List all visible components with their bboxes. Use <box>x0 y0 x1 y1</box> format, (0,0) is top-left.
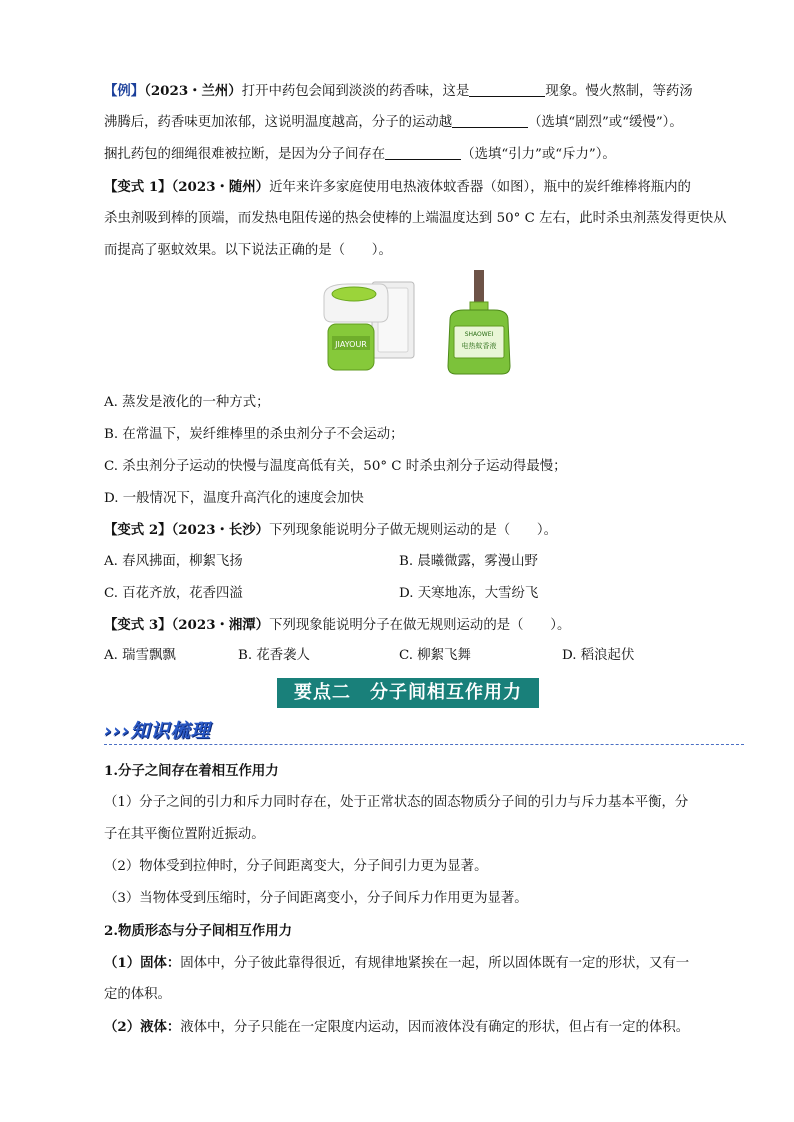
v1-option-b[interactable]: B. 在常温下，炭纤维棒里的杀虫剂分子不会运动； <box>104 427 404 442</box>
k2-liquid-text: 液体中，分子只能在一定限度内运动，因而液体没有确定的形状，但占有一定的体积。 <box>180 1020 690 1035</box>
v2-source: （2023・长沙） <box>171 522 270 538</box>
heater-plugged-figure <box>318 270 418 374</box>
k2-liquid-line <box>104 1018 689 1037</box>
example-line-3 <box>104 146 616 164</box>
v1-line-1 <box>104 178 691 197</box>
k1-p1-line-1: （1）分子之间的引力和斥力同时存在，处于正常状态的固态物质分子间的引力与斥力基本平衡，分 <box>104 795 689 810</box>
knowledge-banner: ›››知识梳理 <box>104 720 211 742</box>
k2-solid-line-1 <box>104 954 689 973</box>
v2-stem: 下列现象能说明分子做无规则运动的是（ ）。 <box>269 523 557 538</box>
k2-solid-text: 固体中，分子彼此靠得很近，有规律地紧挨在一起，所以固体既有一定的形状，又有一 <box>180 956 690 971</box>
bottle-label-top: SHAOWEI <box>464 331 494 338</box>
v1-source: （2023・随州） <box>171 179 270 195</box>
k1-title: 1.分子之间存在着相互作用力 <box>104 763 279 779</box>
example-text-1a: 打开中药包会闻到淡淡的药香味，这是 <box>241 84 470 99</box>
example-line-1 <box>104 82 693 101</box>
example-text-3b: （选填“引力”或“斥力”）。 <box>461 147 616 162</box>
v3-source: （2023・湘潭） <box>171 617 270 633</box>
example-text-3a: 捆扎药包的细绳很难被拉断，是因为分子间存在 <box>104 147 386 162</box>
k2-solid-label: （1）固体： <box>104 955 181 971</box>
example-tag: 【例】 <box>104 83 145 99</box>
v3-option-b[interactable]: B. 花香袭人 <box>238 648 310 663</box>
v1-line-3: 而提高了驱蚊效果。以下说法正确的是（ ）。 <box>104 243 392 258</box>
k1-p1-line-2: 子在其平衡位置附近振动。 <box>104 827 265 842</box>
k1-p2: （2）物体受到拉伸时，分子间距离变大，分子间引力更为显著。 <box>104 859 488 874</box>
v3-tag: 【变式 3】 <box>104 617 172 633</box>
v1-text-1: 近年来许多家庭使用电热液体蚊香器（如图），瓶中的炭纤维棒将瓶内的 <box>269 180 691 195</box>
example-text-1b: 现象。慢火熬制，等药汤 <box>545 84 693 99</box>
v1-tag: 【变式 1】 <box>104 179 172 195</box>
v1-option-c[interactable]: C. 杀虫剂分子运动的快慢与温度高低有关，50° C 时杀虫剂分子运动得最慢； <box>104 459 567 474</box>
v2-option-d[interactable]: D. 天寒地冻，大雪纷飞 <box>399 586 539 601</box>
v3-option-d[interactable]: D. 稻浪起伏 <box>562 648 635 663</box>
example-source: （2023・兰州） <box>144 83 242 99</box>
v3-option-a[interactable]: A. 瑞雪飘飘 <box>104 648 176 663</box>
bottle-label-mid: 电热蚊香液 <box>461 342 497 350</box>
answer-blank-1[interactable] <box>469 83 545 97</box>
banner-divider <box>104 744 744 745</box>
v1-option-a[interactable]: A. 蒸发是液化的一种方式； <box>104 395 270 410</box>
bottle-with-rod-figure <box>440 268 520 378</box>
bottle-label-left: JIAYOUR <box>335 340 367 349</box>
k2-solid-line-2: 定的体积。 <box>104 987 171 1002</box>
v3-option-c[interactable]: C. 柳絮飞舞 <box>399 648 471 663</box>
k2-title: 2.物质形态与分子间相互作用力 <box>104 923 293 939</box>
v2-option-c[interactable]: C. 百花齐放，花香四溢 <box>104 586 243 601</box>
answer-blank-3[interactable] <box>385 146 461 160</box>
v3-stem-line <box>104 616 570 635</box>
carbon-fiber-rod-shape <box>474 270 484 306</box>
v2-tag: 【变式 2】 <box>104 522 172 538</box>
k2-liquid-label: （2）液体： <box>104 1019 181 1035</box>
example-text-2a: 沸腾后，药香味更加浓郁，这说明温度越高，分子的运动越 <box>104 115 453 130</box>
answer-blank-2[interactable] <box>452 114 528 128</box>
v2-option-a[interactable]: A. 春风拂面，柳絮飞扬 <box>104 554 243 569</box>
v1-line-2: 杀虫剂吸到棒的顶端，而发热电阻传递的热会使棒的上端温度达到 50° C 左右，此时杀虫剂蒸发得更快从 <box>104 211 727 226</box>
section-heading: 要点二 分子间相互作用力 <box>277 678 539 708</box>
v2-option-b[interactable]: B. 晨曦微露，雾漫山野 <box>399 554 538 569</box>
example-line-2 <box>104 114 683 132</box>
k1-p3: （3）当物体受到压缩时，分子间距离变小，分子间斥力作用更为显著。 <box>104 891 528 906</box>
v2-stem-line <box>104 521 557 540</box>
v3-stem: 下列现象能说明分子在做无规则运动的是（ ）。 <box>269 618 571 633</box>
v1-option-d[interactable]: D. 一般情况下，温度升高汽化的速度会加快 <box>104 491 364 506</box>
example-text-2b: （选填“剧烈”或“缓慢”）。 <box>528 115 683 130</box>
